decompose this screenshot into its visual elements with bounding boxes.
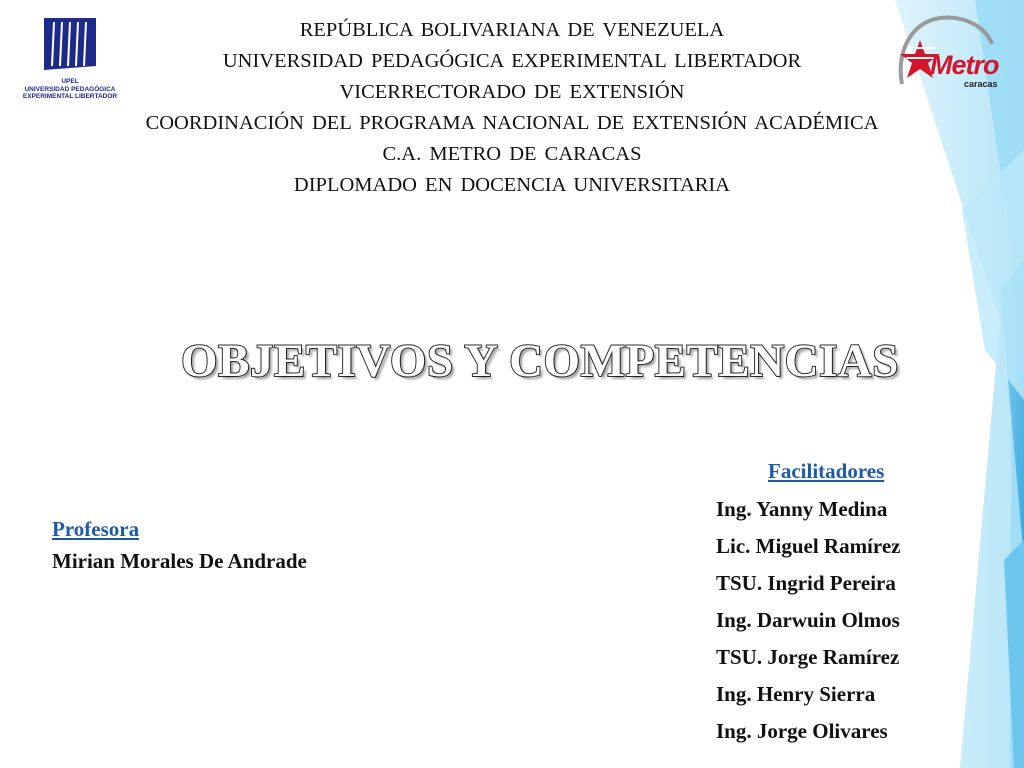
facilitador-item: TSU. Jorge Ramírez	[716, 645, 900, 669]
header-line-diplomado: DIPLOMADO EN DOCENCIA UNIVERSITARIA	[293, 174, 731, 196]
upel-acronym: UPEL	[61, 78, 79, 85]
upel-name-line-2: EXPERIMENTAL LIBERTADOR	[22, 93, 118, 100]
header-line-universidad: UNIVERSIDAD PEDAGÓGICA EXPERIMENTAL LIBERTADOR	[222, 50, 802, 72]
header-line-vicerrectorado: VICERRECTORADO DE EXTENSIÓN	[339, 81, 685, 103]
header-line-coordinacion: COORDINACIÓN DEL PROGRAMA NACIONAL DE EXTENSIÓN ACADÉMICA	[145, 112, 879, 134]
slide-title: OBJETIVOS Y COMPETENCIAS	[181, 335, 899, 387]
facilitador-item: Ing. Henry Sierra	[716, 682, 876, 706]
facilitador-item: Lic. Miguel Ramírez	[716, 534, 901, 558]
facilitador-item: Ing. Darwuin Olmos	[716, 608, 900, 632]
metro-subtext: caracas	[964, 79, 998, 89]
facilitadores-label: Facilitadores	[768, 459, 885, 483]
institution-header	[20, 15, 1004, 201]
upel-name-line-1: UNIVERSIDAD PEDAGÓGICA	[24, 85, 116, 93]
profesora-label: Profesora	[52, 517, 140, 541]
facilitadores-list	[716, 495, 900, 754]
profesora-name: Mirian Morales De Andrade	[52, 549, 307, 573]
header-line-republica: REPÚBLICA BOLIVARIANA DE VENEZUELA	[299, 19, 725, 41]
facilitador-item: TSU. Ingrid Pereira	[716, 571, 896, 595]
facilitador-item: Ing. Jorge Olivares	[716, 719, 888, 743]
metro-wordmark: Metro	[930, 50, 999, 80]
facilitador-item: Ing. Yanny Medina	[716, 497, 888, 521]
header-line-metro: C.A. METRO DE CARACAS	[382, 143, 642, 165]
